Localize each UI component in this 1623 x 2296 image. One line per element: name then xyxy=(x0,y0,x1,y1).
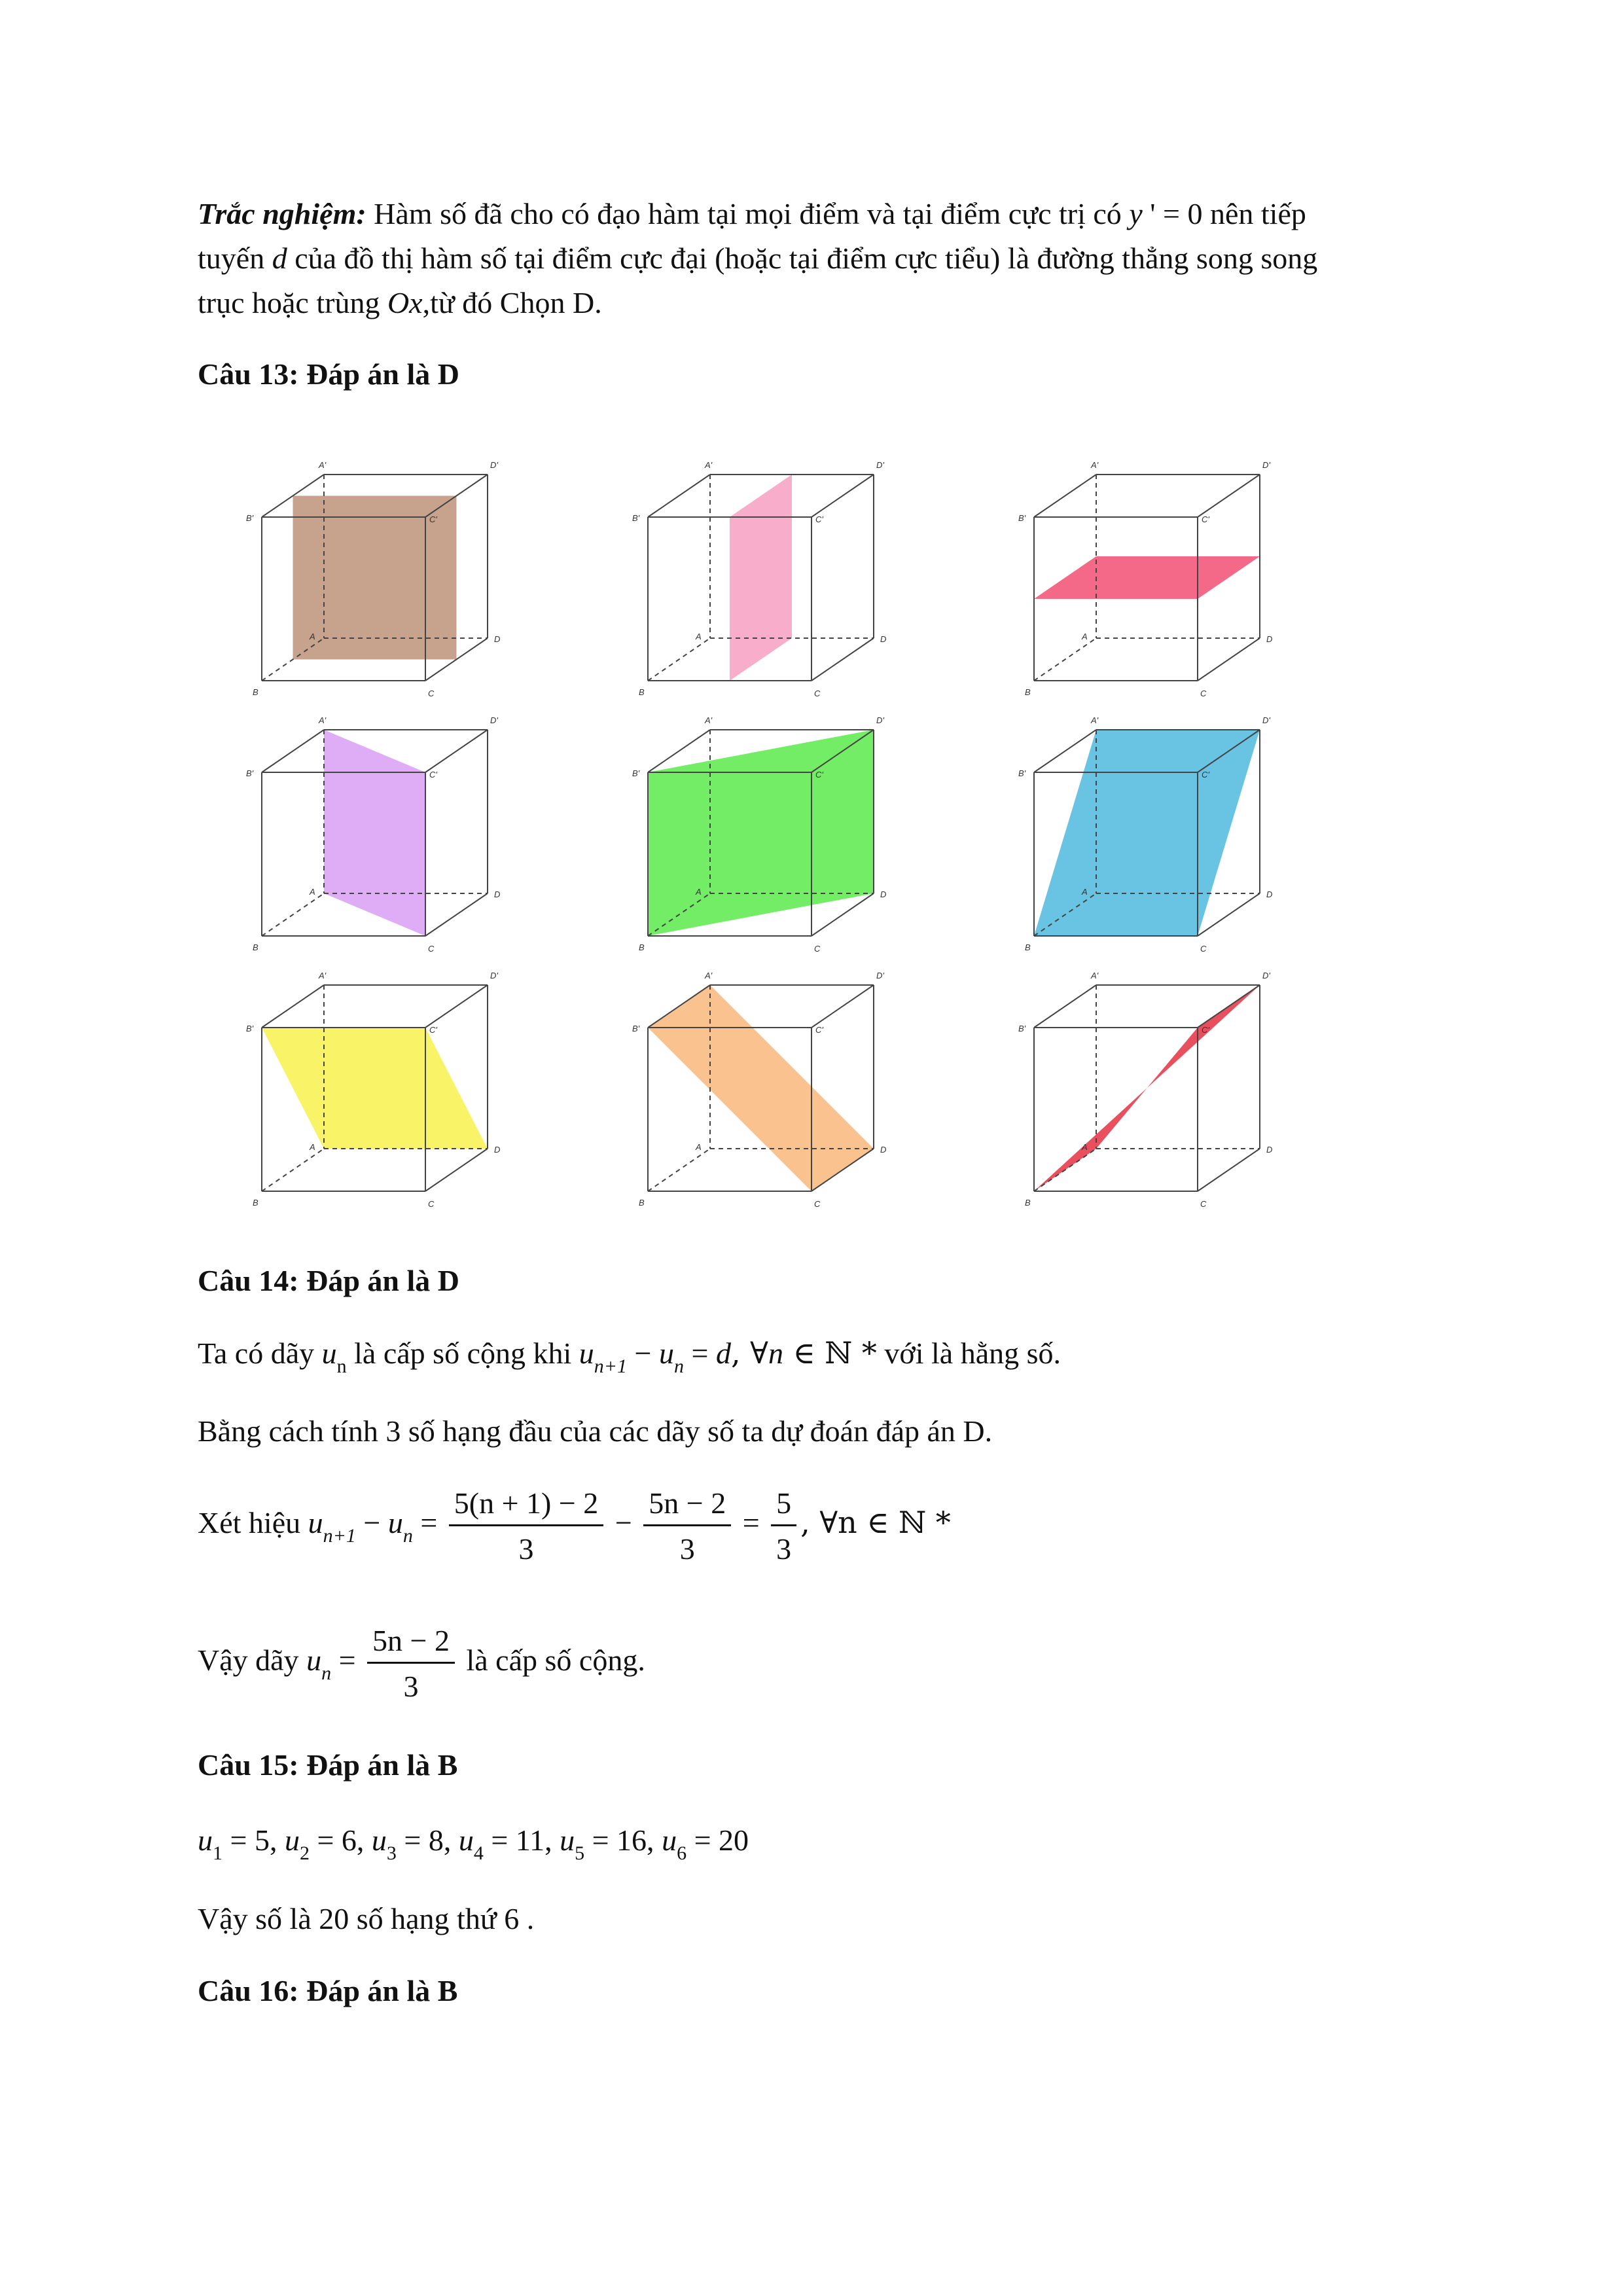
cube-edge xyxy=(425,893,488,936)
q14-diff-u2: u xyxy=(387,1506,403,1540)
q15-term-6-sub: 6 xyxy=(677,1842,687,1864)
vertex-label: C' xyxy=(815,770,823,780)
intro-text-2a: tuyến xyxy=(198,242,272,275)
cube-edge xyxy=(262,730,324,772)
q15-term-5-val: = 16, xyxy=(584,1823,662,1857)
q14-diff-minus2: − xyxy=(607,1506,640,1540)
q14-text-4a: Vậy dãy xyxy=(198,1643,307,1677)
cube-edge xyxy=(1198,475,1260,517)
q15-term-2 xyxy=(284,1823,372,1864)
vertex-label: D xyxy=(1266,1145,1273,1155)
q15-term-2-u: u xyxy=(284,1823,300,1857)
vertex-label: A xyxy=(696,887,702,897)
q14-formula-u2: u xyxy=(658,1336,674,1370)
intro-text-1a: Hàm số đã cho có đạo hàm tại mọi điểm và tại điểm cực trị có xyxy=(366,197,1130,230)
vertex-label: D xyxy=(494,1145,501,1155)
vertex-label: C' xyxy=(1202,1025,1209,1035)
intro-label: Trắc nghiệm: xyxy=(198,197,366,230)
q14-diff-sub1: n+1 xyxy=(323,1525,356,1547)
vertex-label: D xyxy=(880,634,887,644)
cube-cell-9 xyxy=(1018,971,1272,1209)
cube-cell-1 xyxy=(246,460,500,698)
vertex-label: A' xyxy=(319,715,327,725)
q15-term-3 xyxy=(371,1823,459,1864)
cube-edge xyxy=(812,985,874,1028)
cube-edge xyxy=(648,638,710,681)
q14-heading: Câu 14: Đáp án là D xyxy=(198,1264,460,1297)
q14-u-sub: n xyxy=(336,1355,347,1377)
vertex-label: D xyxy=(1266,889,1273,899)
vertex-label: D' xyxy=(1262,971,1270,980)
q14-formula-sub1: n+1 xyxy=(594,1355,628,1377)
cube-edge xyxy=(425,1149,488,1191)
vertex-label: B' xyxy=(632,513,640,523)
cube-cell-6 xyxy=(1018,715,1272,954)
q14-frac-2 xyxy=(643,1486,731,1566)
cross-section-plane-6 xyxy=(1034,730,1260,936)
vertex-label: D xyxy=(880,1145,887,1155)
q15-conclusion: Vậy số là 20 số hạng thứ 6 . xyxy=(198,1902,535,1935)
cross-section-plane-8 xyxy=(648,985,874,1191)
vertex-label: A xyxy=(1082,632,1088,641)
q15-term-1-u: u xyxy=(198,1823,213,1857)
cross-section-plane-9 xyxy=(1034,985,1260,1191)
vertex-label: A xyxy=(696,632,702,641)
vertex-label: B xyxy=(1025,687,1031,697)
intro-text-1b: ' = 0 nên tiếp xyxy=(1142,197,1306,230)
q14-frac-1-den: 3 xyxy=(518,1532,534,1566)
q14-diff-minus: − xyxy=(355,1506,388,1540)
q14-text-1b: là cấp số cộng khi xyxy=(346,1336,579,1370)
vertex-label: A' xyxy=(705,971,713,980)
vertex-label: D' xyxy=(490,971,498,980)
intro-line-1 xyxy=(198,196,1306,231)
cube-edge xyxy=(648,1149,710,1191)
q15-term-3-val: = 8, xyxy=(396,1823,459,1857)
vertex-label: A' xyxy=(705,460,713,470)
intro-line-3 xyxy=(198,285,602,320)
q15-term-5 xyxy=(560,1823,662,1864)
q14-line-2: Bằng cách tính 3 số hạng đầu của các dãy số ta dự đoán đáp án D. xyxy=(198,1414,993,1448)
intro-var-d: d xyxy=(272,242,287,275)
q14-seq-sub: n xyxy=(321,1662,332,1685)
vertex-label: C' xyxy=(1202,514,1209,524)
q14-diff-u1: u xyxy=(308,1506,323,1540)
q15-term-1 xyxy=(198,1823,285,1864)
vertex-label: B xyxy=(253,942,259,952)
q14-frac-3-den: 3 xyxy=(776,1532,792,1566)
cube-edge xyxy=(425,985,488,1028)
q14-text-4b: là cấp số cộng. xyxy=(458,1643,645,1677)
q15-term-2-sub: 2 xyxy=(299,1842,310,1864)
vertex-label: D' xyxy=(1262,460,1270,470)
vertex-label: D xyxy=(494,889,501,899)
q14-formula-n: n xyxy=(768,1336,783,1370)
vertex-label: A' xyxy=(319,460,327,470)
q14-seq-u: u xyxy=(306,1643,322,1677)
q14-diff-eq2: = xyxy=(735,1506,768,1540)
vertex-label: B' xyxy=(246,513,254,523)
vertex-label: C xyxy=(814,689,821,698)
vertex-label: B' xyxy=(246,768,254,778)
vertex-label: B xyxy=(253,687,259,697)
cross-section-plane-5 xyxy=(648,730,874,936)
q14-seq-frac xyxy=(367,1623,455,1704)
vertex-label: C' xyxy=(815,514,823,524)
vertex-label: B' xyxy=(632,768,640,778)
cross-section-plane-2 xyxy=(730,475,792,681)
cube-cell-2 xyxy=(632,460,886,698)
cube-edge xyxy=(262,985,324,1028)
vertex-label: B' xyxy=(632,1024,640,1033)
q14-frac-2-den: 3 xyxy=(679,1532,695,1566)
q15-term-1-val: = 5, xyxy=(223,1823,285,1857)
q14-u: u xyxy=(321,1336,337,1370)
q14-line-1 xyxy=(198,1335,1061,1378)
vertex-label: D' xyxy=(876,715,884,725)
q15-term-5-u: u xyxy=(560,1823,575,1857)
q15-heading: Câu 15: Đáp án là B xyxy=(198,1748,458,1782)
q15-term-4-val: = 11, xyxy=(483,1823,560,1857)
q15-term-3-u: u xyxy=(371,1823,387,1857)
cube-edge xyxy=(1198,638,1260,681)
vertex-label: C xyxy=(1200,944,1207,954)
vertex-label: C' xyxy=(815,1025,823,1035)
q14-text-1a: Ta có dãy xyxy=(198,1336,322,1370)
vertex-label: B xyxy=(639,1198,645,1208)
vertex-label: D' xyxy=(490,715,498,725)
q14-seq-frac-num: 5n − 2 xyxy=(367,1623,455,1664)
q14-seq-frac-den: 3 xyxy=(403,1670,419,1703)
vertex-label: D xyxy=(1266,634,1273,644)
q14-formula-sub2: n xyxy=(673,1355,684,1377)
cube-cell-7 xyxy=(246,971,500,1209)
vertex-label: B' xyxy=(246,1024,254,1033)
q14-frac-3 xyxy=(771,1486,796,1566)
intro-text-3b: ,từ đó Chọn D. xyxy=(422,286,602,319)
q14-text-3a: Xét hiệu xyxy=(198,1506,308,1540)
intro-line-2 xyxy=(198,241,1317,276)
cross-section-plane-7 xyxy=(262,1028,488,1149)
q15-term-4-u: u xyxy=(458,1823,474,1857)
q14-frac-2-num: 5n − 2 xyxy=(643,1486,731,1526)
vertex-label: D xyxy=(494,634,501,644)
vertex-label: D' xyxy=(490,460,498,470)
vertex-label: A xyxy=(310,632,315,641)
q16-heading: Câu 16: Đáp án là B xyxy=(198,1974,458,2007)
vertex-label: D' xyxy=(1262,715,1270,725)
intro-var-ox: Ox xyxy=(387,286,423,319)
cube-cell-3 xyxy=(1018,460,1272,698)
intro-text-3a: trục hoặc trùng xyxy=(198,286,387,319)
q13-heading: Câu 13: Đáp án là D xyxy=(198,357,460,391)
vertex-label: A' xyxy=(705,715,713,725)
vertex-label: A xyxy=(1082,1142,1088,1152)
q15-term-2-val: = 6, xyxy=(309,1823,372,1857)
cube-cell-4 xyxy=(246,715,500,954)
cube-edge xyxy=(648,475,710,517)
cube-edge xyxy=(1034,1149,1096,1191)
q15-terms xyxy=(198,1823,749,1865)
intro-text-2b: của đồ thị hàm số tại điểm cực đại (hoặc tại điểm cực tiểu) là đường thẳng song song xyxy=(287,242,1318,275)
q15-term-4 xyxy=(458,1823,560,1864)
cube-edge xyxy=(425,730,488,772)
vertex-label: B' xyxy=(1018,768,1026,778)
q15-term-5-sub: 5 xyxy=(575,1842,585,1864)
intro-var-y: y xyxy=(1129,197,1143,230)
vertex-label: A' xyxy=(319,971,327,980)
vertex-label: A xyxy=(696,1142,702,1152)
cube-edge xyxy=(1198,985,1260,1028)
vertex-label: B' xyxy=(1018,1024,1026,1033)
q14-seq-eq: = xyxy=(331,1643,364,1677)
vertex-label: A' xyxy=(1091,460,1099,470)
vertex-label: D' xyxy=(876,460,884,470)
cube-edge xyxy=(1034,985,1096,1028)
q14-line-3 xyxy=(198,1486,951,1566)
cube-edge xyxy=(812,475,874,517)
q14-formula-set: ∈ ℕ * xyxy=(783,1335,877,1371)
vertex-label: C xyxy=(428,944,435,954)
vertex-label: B xyxy=(1025,942,1031,952)
q14-formula-u1: u xyxy=(579,1336,594,1370)
q14-formula-forall: , ∀ xyxy=(730,1335,768,1371)
vertex-label: A' xyxy=(1091,971,1099,980)
vertex-label: A xyxy=(310,887,315,897)
q15-term-3-sub: 3 xyxy=(386,1842,397,1864)
vertex-label: B xyxy=(1025,1198,1031,1208)
q14-formula-eq: = xyxy=(683,1336,716,1370)
vertex-label: C' xyxy=(429,1025,437,1035)
cube-edge xyxy=(262,1149,324,1191)
cube-edge xyxy=(812,638,874,681)
vertex-label: A xyxy=(310,1142,315,1152)
vertex-label: B' xyxy=(1018,513,1026,523)
vertex-label: C' xyxy=(429,514,437,524)
q14-frac-1-num: 5(n + 1) − 2 xyxy=(449,1486,604,1526)
vertex-label: C xyxy=(814,944,821,954)
q14-formula-d: d xyxy=(715,1336,731,1370)
q14-line-4 xyxy=(198,1623,645,1704)
q15-term-6-u: u xyxy=(662,1823,677,1857)
vertex-label: C xyxy=(1200,689,1207,698)
q15-term-4-sub: 4 xyxy=(473,1842,484,1864)
q14-diff-eq: = xyxy=(412,1506,445,1540)
vertex-label: D' xyxy=(876,971,884,980)
cube-cell-5 xyxy=(632,715,886,954)
vertex-label: A' xyxy=(1091,715,1099,725)
vertex-label: C xyxy=(428,689,435,698)
vertex-label: C xyxy=(1200,1199,1207,1209)
vertex-label: C xyxy=(428,1199,435,1209)
vertex-label: A xyxy=(1082,887,1088,897)
q15-term-6-val: = 20 xyxy=(687,1823,749,1857)
vertex-label: B xyxy=(639,942,645,952)
vertex-label: C' xyxy=(1202,770,1209,780)
q15-term-6 xyxy=(662,1823,749,1864)
q14-text-1c: với là hằng số. xyxy=(876,1336,1061,1370)
vertex-label: B xyxy=(639,687,645,697)
vertex-label: C xyxy=(814,1199,821,1209)
q14-diff-sub2: n xyxy=(402,1525,413,1547)
q14-formula-minus: − xyxy=(627,1336,659,1370)
cross-section-plane-3 xyxy=(1034,556,1260,599)
cube-cell-8 xyxy=(632,971,886,1209)
cube-edge xyxy=(1034,638,1096,681)
q14-diff-tail: , ∀n ∈ ℕ * xyxy=(800,1505,951,1541)
cube-edge xyxy=(1034,475,1096,517)
cross-section-plane-4 xyxy=(324,730,425,936)
cube-edge xyxy=(1198,1149,1260,1191)
cubes-figure xyxy=(229,445,1394,1217)
q15-term-1-sub: 1 xyxy=(213,1842,223,1864)
vertex-label: D xyxy=(880,889,887,899)
q14-frac-1 xyxy=(449,1486,604,1566)
q14-frac-3-num: 5 xyxy=(771,1486,796,1526)
cube-edge xyxy=(262,893,324,936)
vertex-label: B xyxy=(253,1198,259,1208)
vertex-label: C' xyxy=(429,770,437,780)
